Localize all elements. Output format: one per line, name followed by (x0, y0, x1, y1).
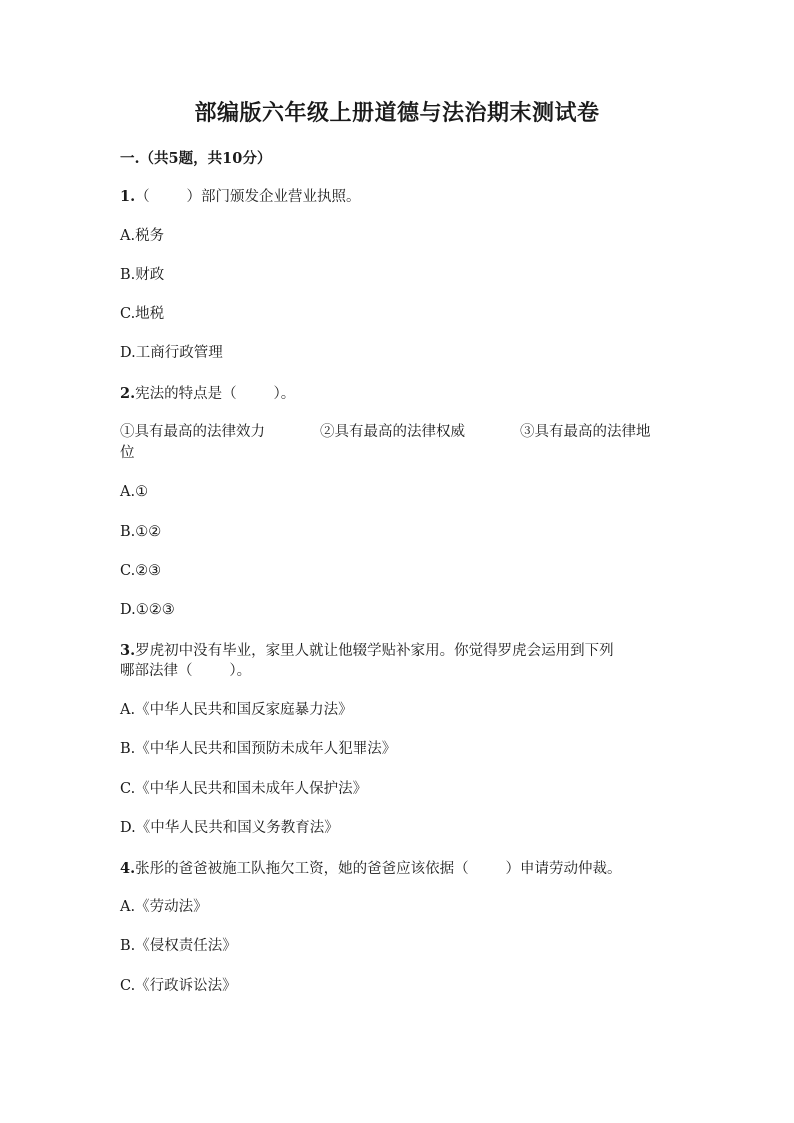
question-text: （ ）部门颁发企业营业执照。 (135, 189, 361, 205)
question-number: 1. (120, 188, 136, 205)
question-3-option-c: C.《中华人民共和国未成年人保护法》 (120, 781, 368, 797)
question-2-option-d: D.①②③ (120, 602, 175, 618)
question-4-option-b: B.《侵权责任法》 (120, 938, 237, 954)
question-number: 3. (120, 642, 136, 659)
page-title: 部编版六年级上册道德与法治期末测试卷 (194, 100, 600, 126)
question-1-option-b: B.财政 (120, 267, 165, 283)
question-text: 宪法的特点是（ ）。 (135, 386, 296, 402)
question-2-option-b: B.①② (120, 524, 162, 540)
question-3-stem (120, 640, 680, 662)
question-4-option-a: A.《劳动法》 (120, 899, 208, 915)
question-3-option-d: D.《中华人民共和国义务教育法》 (120, 820, 339, 836)
question-text: 罗虎初中没有毕业，家里人就让他辍学贴补家用。你觉得罗虎会运用到下列 (135, 643, 614, 659)
question-1-option-a: A.税务 (120, 228, 165, 244)
question-number: 2. (120, 385, 136, 402)
section-header: 一.（共5题，共10分） (120, 150, 272, 167)
question-2-option-a: A.① (120, 484, 149, 500)
statement-1: ①具有最高的法律效力 (120, 424, 265, 440)
question-4-stem (120, 858, 680, 880)
statement-2: ②具有最高的法律权威 (320, 424, 465, 440)
question-text: 张彤的爸爸被施工队拖欠工资，她的爸爸应该依据（ ）申请劳动仲裁。 (135, 861, 622, 877)
question-3-option-b: B.《中华人民共和国预防未成年人犯罪法》 (120, 741, 397, 757)
question-2-statement-wrap: 位 (120, 445, 135, 461)
question-2-option-c: C.②③ (120, 563, 162, 579)
question-1-stem (120, 186, 680, 208)
statement-3: ③具有最高的法律地 (520, 424, 651, 440)
question-3-option-a: A.《中华人民共和国反家庭暴力法》 (120, 702, 353, 718)
question-1-option-c: C.地税 (120, 306, 165, 322)
question-number: 4. (120, 860, 136, 877)
question-1-option-d: D.工商行政管理 (120, 345, 223, 361)
question-4-option-c: C.《行政诉讼法》 (120, 978, 237, 994)
question-3-stem-line2: 哪部法律（ ）。 (120, 663, 252, 679)
question-2-stem (120, 383, 680, 405)
